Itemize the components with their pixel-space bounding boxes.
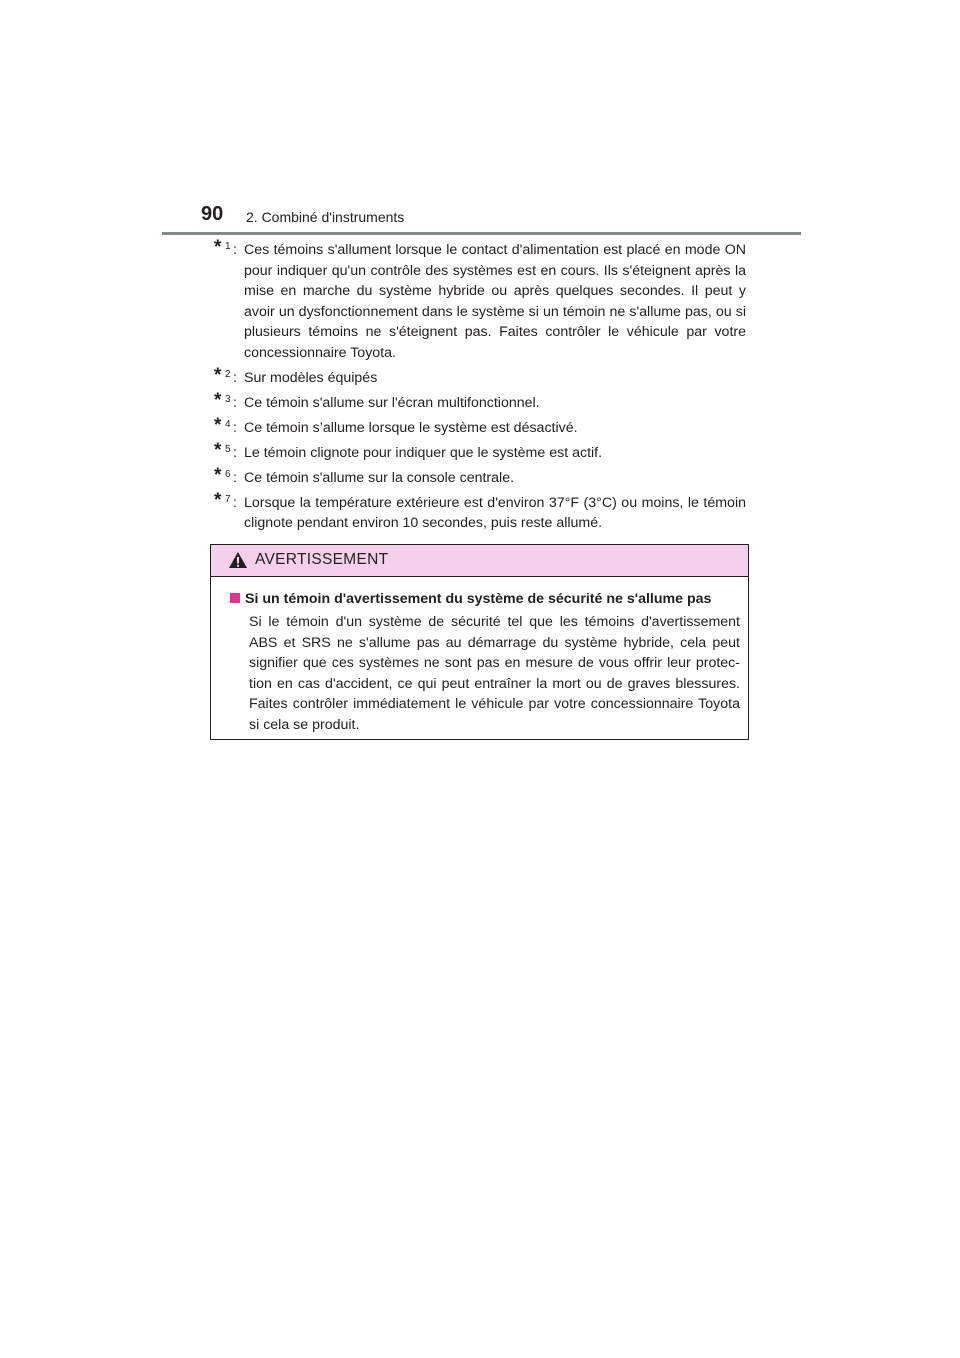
footnote-number: 3 [225,393,231,405]
footnote-text: Le témoin clignote pour indiquer que le système est actif. [244,444,603,461]
footnote-text: Ces témoins s'allument lorsque le contact d'alimentation est placé en mode ON pour indiquer qu'un contrôle des systèmes est en cours. Ils s'éteignent après la mise en marche du système hybride ou après quelques secondes. Il peut y avoir un dysfonctionnement dans le système si un témoin ne s'allume pas, ou si plusieurs témoins ne s'éteignent pas. Faites contrôler le véhicule par votre concessionnaire Toyota. [244,242,746,361]
footnote-number: 1 [225,241,231,252]
warning-title: AVERTISSEMENT [255,551,389,568]
warning-body [211,577,748,736]
warning-triangle-icon [228,551,248,569]
page-number: 90 [201,203,224,225]
bullet-square-icon [230,593,240,603]
footnote-number: 7 [225,493,231,505]
footnote-number: 2 [225,368,231,380]
footnote-number: 4 [225,418,231,430]
footnote-asterisk: * [214,489,222,511]
footnotes-list [214,237,746,538]
footnote-asterisk: * [214,364,222,386]
footnote-number: 6 [225,468,231,480]
footnote-6 [214,464,746,489]
warning-item-title: Si un témoin d'avertissement du système de sécurité ne s'allume pas [245,591,712,607]
warning-item-heading [230,589,740,609]
footnote-asterisk: * [214,464,222,486]
footnote-colon: : [233,369,237,386]
footnote-colon: : [233,444,237,461]
footnote-7 [214,489,746,534]
warning-box [210,544,749,740]
footnote-text: Lorsque la température extérieure est d'environ 37°F (3°C) ou moins, le témoin clignote pendant environ 10 secondes, puis reste allumé. [244,494,746,532]
footnote-asterisk: * [214,439,222,461]
footnote-3 [214,389,746,414]
footnote-text: Ce témoin s'allume sur l'écran multifonctionnel. [244,394,540,411]
warning-header [211,545,748,577]
footnote-colon: : [233,419,237,436]
chapter-title: 2. Combiné d'instruments [246,209,405,225]
footnote-4 [214,414,746,439]
footnote-5 [214,439,746,464]
footnote-text: Sur modèles équipés [244,369,378,386]
header-rule [162,232,801,235]
footnote-1 [214,237,746,364]
footnote-colon: : [233,469,237,486]
footnote-text: Ce témoin s'allume sur la console centrale. [244,469,515,486]
footnote-asterisk: * [214,389,222,411]
footnote-number: 5 [225,443,231,455]
footnote-colon: : [233,242,237,258]
warning-item-text: Si le témoin d'un système de sécurité tel que les témoins d'avertissement ABS et SRS ne s'allume pas au démarrage du système hybride, cela peut signifier que ces systèmes ne sont pas en mesure de vous offrir leur protection en cas d'accident, ce qui peut entraîner la mort ou de graves blessures. Faites contrôler immédiatement le véhicule par votre concessionnaire Toyota si cela se produit. [249,614,740,733]
footnote-text: Ce témoin s’allume lorsque le système est désactivé. [244,419,578,436]
footnote-colon: : [233,494,237,511]
footnote-asterisk: * [214,237,222,258]
footnote-2 [214,364,746,389]
footnote-colon: : [233,394,237,411]
footnote-asterisk: * [214,414,222,436]
